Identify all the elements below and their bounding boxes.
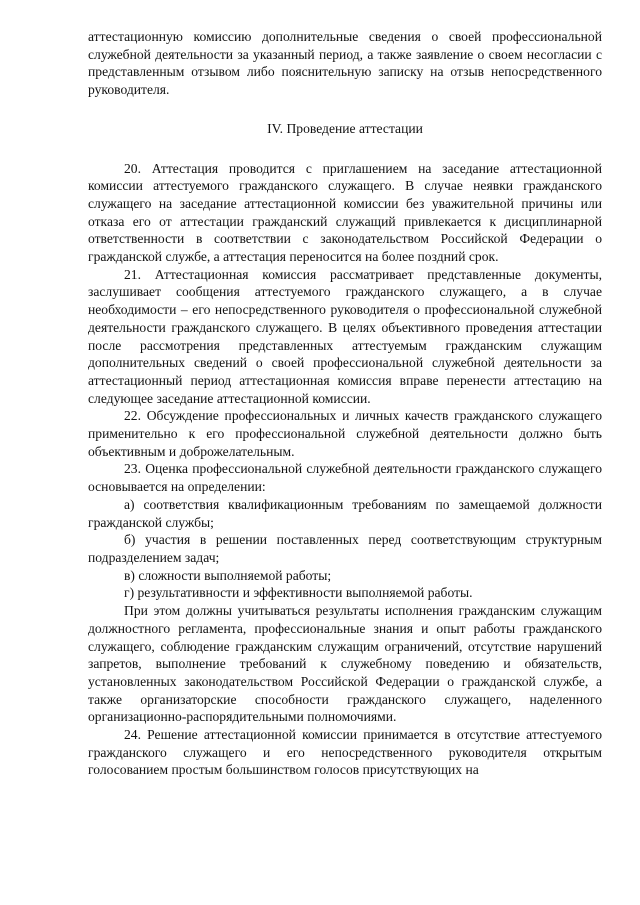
list-item-b: б) участия в решении поставленных перед соответствующим структурным подразделением задач; bbox=[88, 532, 602, 565]
list-item-a: а) соответствия квалификационным требованиям по замещаемой должности гражданской службы; bbox=[88, 496, 602, 530]
paragraph-21: 21. Аттестационная комиссия рассматривает представленные документы, заслушивает сообщения аттестуемого гражданского служащего, а в случае необходимости – его непосредственного руководителя о профессиональной служебной деятельности гражданского служащего. В целях объективного проведения аттестации после рассмотрения представленных аттестуемым гражданским служащим дополнительных сведений о своей профессиональной служебной деятельности за аттестационный период аттестационная комиссия вправе перенести аттестацию на следующее заседание аттестационной комиссии. bbox=[88, 266, 602, 406]
paragraph-considerations: При этом должны учитываться результаты исполнения гражданским служащим должностного регламента, профессиональные знания и опыт работы гражданского служащего, соблюдение гражданским служащим ограничений, отсутствие нарушений запретов, выполнение требований к служебному поведению и обязательств, установленных законодательством Российской Федерации о гражданской службе, а также организаторские способности гражданского служащего, наделенного организационно-распорядительными полномочиями. bbox=[88, 603, 602, 725]
paragraph-22: 22. Обсуждение профессиональных и личных качеств гражданского служащего применительно к его профессиональной служебной деятельности должно быть объективным и доброжелательным. bbox=[88, 408, 602, 459]
list-item-v: в) сложности выполняемой работы; bbox=[124, 567, 332, 583]
list-item-g: г) результативности и эффективности выполняемой работы. bbox=[124, 585, 473, 601]
section-heading: IV. Проведение аттестации bbox=[267, 120, 423, 136]
paragraph-24: 24. Решение аттестационной комиссии принимается в отсутствие аттестуемого гражданского служащего и его непосредственного руководителя открытым голосованием простым большинством голосов присутствующих на bbox=[88, 727, 602, 778]
intro-paragraph: аттестационную комиссию дополнительные сведения о своей профессиональной служебной деятельности за указанный период, а также заявление о своем несогласии с представленным отзывом либо пояснительную записку на отзыв непосредственного руководителя. bbox=[88, 29, 602, 98]
paragraph-23: 23. Оценка профессиональной служебной деятельности гражданского служащего основывается на определении: bbox=[88, 461, 602, 495]
paragraph-20: 20. Аттестация проводится с приглашением на заседание аттестационной комиссии аттестуемого гражданского служащего. В случае неявки гражданского служащего на заседание аттестационной комиссии без уважительной причины или отказа его от аттестации гражданский служащий привлекается к дисциплинарной ответственности в соответствии с законодательством Российской Федерации о гражданской службе, а аттестация переносится на более поздний срок. bbox=[88, 160, 602, 265]
